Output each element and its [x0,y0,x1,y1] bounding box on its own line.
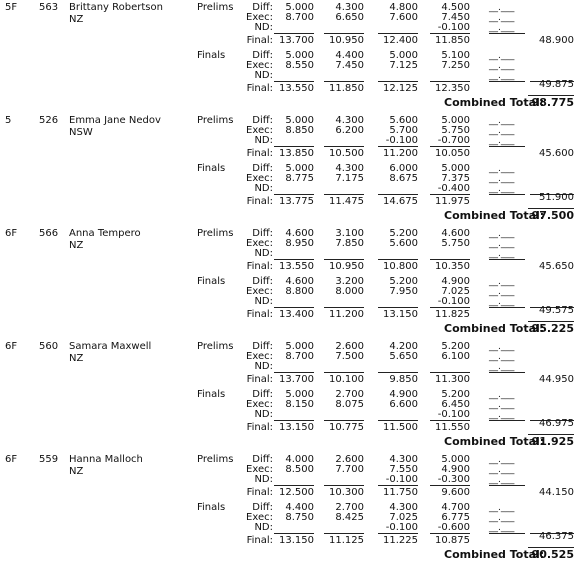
final-score: 10.050 [435,148,470,159]
athlete-name: Anna Tempero [69,228,141,239]
exec-score: 8.700 [285,12,314,23]
exec-score: 5.700 [389,125,418,136]
diff-score: 5.000 [389,50,418,61]
prelims-label: Prelims [197,228,234,239]
final-score: 11.550 [435,422,470,433]
score-underline [430,194,470,195]
exec-score: 8.700 [285,351,314,362]
score-underline [430,81,470,82]
score-underline [324,33,364,34]
final-score: 11.850 [435,35,470,46]
finals-total: 49.575 [539,305,574,316]
blank-field: __.___ [489,455,515,465]
combined-total-label: Combined Total: [444,322,545,335]
combined-total-label: Combined Total: [444,96,545,109]
diff-score: 4.600 [285,276,314,287]
nd-score: -0.100 [437,296,470,307]
blank-field: __.___ [489,61,515,71]
final-score: 10.100 [329,374,364,385]
diff-score: 2.600 [335,454,364,465]
nd-score: -0.400 [437,183,470,194]
athlete-rank: 5 [5,115,12,126]
final-score: 9.850 [389,374,418,385]
score-underline [324,307,364,308]
final-label: Final: [246,148,273,159]
blank-field: __.___ [489,410,515,420]
diff-score: 5.200 [441,389,470,400]
final-score: 11.200 [383,148,418,159]
score-underline [274,259,314,260]
score-underline [430,307,470,308]
blank-field: __.___ [489,164,515,174]
diff-score: 5.200 [389,276,418,287]
nd-score: -0.100 [437,22,470,33]
nd-label: ND: [254,409,273,420]
score-underline [324,194,364,195]
blank-underline [489,485,525,486]
diff-score: 5.200 [389,228,418,239]
diff-score: 5.000 [285,163,314,174]
diff-label: Diff: [252,228,273,239]
blank-field: __.___ [489,523,515,533]
blank-field: __.___ [489,174,515,184]
blank-field: __.___ [489,126,515,136]
score-underline [324,372,364,373]
score-underline [274,194,314,195]
score-underline [274,33,314,34]
final-score: 11.825 [435,309,470,320]
final-score: 10.300 [329,487,364,498]
diff-label: Diff: [252,50,273,61]
blank-field: __.___ [489,390,515,400]
final-score: 11.850 [329,83,364,94]
final-score: 10.950 [329,35,364,46]
diff-score: 3.100 [335,228,364,239]
exec-score: 7.125 [389,60,418,71]
exec-score: 7.950 [389,286,418,297]
score-underline [378,307,418,308]
score-underline [274,307,314,308]
final-score: 11.125 [329,535,364,546]
exec-score: 8.550 [285,60,314,71]
exec-score: 7.250 [441,60,470,71]
diff-score: 4.400 [335,50,364,61]
final-label: Final: [246,83,273,94]
score-underline [430,485,470,486]
diff-score: 2.700 [335,389,364,400]
exec-score: 6.775 [441,512,470,523]
exec-score: 5.750 [441,238,470,249]
athlete-number: 559 [39,454,59,465]
score-underline [378,194,418,195]
exec-label: Exec: [246,512,273,523]
diff-score: 4.600 [285,228,314,239]
exec-score: 5.650 [389,351,418,362]
diff-label: Diff: [252,389,273,400]
score-underline [324,533,364,534]
combined-total-value: 91.925 [531,435,574,448]
final-score: 13.150 [279,535,314,546]
prelims-label: Prelims [197,341,234,352]
final-label: Final: [246,261,273,272]
blank-field: __.___ [489,352,515,362]
nd-label: ND: [254,70,273,81]
diff-score: 4.700 [441,502,470,513]
score-underline [430,33,470,34]
athlete-club: NZ [69,466,84,477]
blank-field: __.___ [489,465,515,475]
final-label: Final: [246,535,273,546]
finals-label: Finals [197,163,226,174]
nd-score: -0.100 [385,135,418,146]
score-underline [378,533,418,534]
finals-total: 51.900 [539,192,574,203]
score-underline [378,259,418,260]
finals-total: 49.875 [539,79,574,90]
exec-label: Exec: [246,173,273,184]
diff-score: 5.000 [441,115,470,126]
diff-label: Diff: [252,502,273,513]
blank-field: __.___ [489,3,515,13]
athlete-name: Samara Maxwell [69,341,152,352]
final-score: 11.200 [329,309,364,320]
final-score: 13.775 [279,196,314,207]
final-label: Final: [246,196,273,207]
final-score: 13.850 [279,148,314,159]
athlete-club: NZ [69,14,84,25]
final-score: 10.350 [435,261,470,272]
exec-score: 4.900 [441,464,470,475]
final-score: 9.600 [441,487,470,498]
final-score: 12.500 [279,487,314,498]
combined-total-value: 95.225 [531,322,574,335]
exec-label: Exec: [246,464,273,475]
exec-score: 8.075 [335,399,364,410]
athlete-rank: 6F [5,341,18,352]
nd-label: ND: [254,522,273,533]
score-underline [378,372,418,373]
athlete-number: 566 [39,228,59,239]
score-underline [324,485,364,486]
blank-field: __.___ [489,51,515,61]
nd-score: -0.100 [385,522,418,533]
diff-label: Diff: [252,454,273,465]
nd-label: ND: [254,135,273,146]
score-underline [274,146,314,147]
blank-field: __.___ [489,184,515,194]
score-underline [378,146,418,147]
final-score: 14.675 [383,196,418,207]
diff-score: 2.700 [335,502,364,513]
blank-underline [489,372,525,373]
combined-total-label: Combined Total: [444,548,545,561]
finals-total: 46.975 [539,418,574,429]
exec-score: 8.675 [389,173,418,184]
diff-score: 5.200 [441,341,470,352]
diff-score: 5.100 [441,50,470,61]
diff-score: 5.000 [285,2,314,13]
exec-score: 8.850 [285,125,314,136]
exec-score: 7.025 [389,512,418,523]
athlete-club: NZ [69,353,84,364]
score-underline [430,420,470,421]
blank-underline [489,33,525,34]
final-score: 13.400 [279,309,314,320]
exec-score: 5.600 [389,238,418,249]
exec-score: 7.450 [441,12,470,23]
athlete-name: Emma Jane Nedov [69,115,161,126]
final-score: 12.125 [383,83,418,94]
nd-label: ND: [254,248,273,259]
score-underline [378,81,418,82]
blank-field: __.___ [489,249,515,259]
exec-score: 5.750 [441,125,470,136]
nd-score: -0.700 [437,135,470,146]
nd-label: ND: [254,296,273,307]
exec-score: 6.100 [441,351,470,362]
blank-underline [489,259,525,260]
final-score: 13.700 [279,35,314,46]
exec-label: Exec: [246,125,273,136]
blank-field: __.___ [489,503,515,513]
score-underline [274,420,314,421]
finals-total: 46.375 [539,531,574,542]
exec-score: 7.550 [389,464,418,475]
combined-total-value: 90.525 [531,548,574,561]
final-label: Final: [246,309,273,320]
prelims-total: 44.150 [539,487,574,498]
exec-score: 8.800 [285,286,314,297]
blank-field: __.___ [489,23,515,33]
exec-score: 7.450 [335,60,364,71]
exec-score: 8.150 [285,399,314,410]
exec-score: 7.500 [335,351,364,362]
score-underline [378,485,418,486]
blank-field: __.___ [489,13,515,23]
diff-score: 4.900 [441,276,470,287]
diff-score: 5.000 [285,50,314,61]
diff-score: 4.300 [335,115,364,126]
diff-label: Diff: [252,163,273,174]
exec-label: Exec: [246,12,273,23]
nd-score: -0.300 [437,474,470,485]
diff-score: 5.000 [441,163,470,174]
prelims-label: Prelims [197,2,234,13]
final-score: 13.550 [279,261,314,272]
diff-score: 5.600 [389,115,418,126]
blank-field: __.___ [489,116,515,126]
score-underline [430,533,470,534]
exec-label: Exec: [246,351,273,362]
score-underline [378,420,418,421]
score-underline [324,146,364,147]
exec-score: 8.000 [335,286,364,297]
prelims-total: 45.650 [539,261,574,272]
exec-score: 8.950 [285,238,314,249]
final-score: 10.950 [329,261,364,272]
diff-score: 4.300 [335,2,364,13]
final-label: Final: [246,374,273,385]
blank-field: __.___ [489,513,515,523]
final-score: 11.300 [435,374,470,385]
exec-score: 7.700 [335,464,364,475]
blank-field: __.___ [489,136,515,146]
diff-score: 4.500 [441,2,470,13]
prelims-total: 44.950 [539,374,574,385]
diff-score: 5.000 [285,115,314,126]
diff-label: Diff: [252,115,273,126]
final-label: Final: [246,487,273,498]
final-score: 13.150 [279,422,314,433]
score-underline [324,420,364,421]
diff-score: 4.300 [389,454,418,465]
athlete-name: Hanna Malloch [69,454,143,465]
exec-score: 6.650 [335,12,364,23]
final-label: Final: [246,35,273,46]
blank-field: __.___ [489,475,515,485]
blank-field: __.___ [489,342,515,352]
athlete-number: 560 [39,341,59,352]
final-score: 11.225 [383,535,418,546]
diff-score: 4.300 [389,502,418,513]
prelims-label: Prelims [197,454,234,465]
athlete-club: NZ [69,240,84,251]
final-score: 10.500 [329,148,364,159]
blank-field: __.___ [489,277,515,287]
diff-label: Diff: [252,341,273,352]
exec-score: 6.200 [335,125,364,136]
final-score: 11.975 [435,196,470,207]
exec-label: Exec: [246,399,273,410]
prelims-label: Prelims [197,115,234,126]
score-underline [430,259,470,260]
nd-label: ND: [254,22,273,33]
diff-label: Diff: [252,276,273,287]
blank-field: __.___ [489,239,515,249]
diff-score: 4.000 [285,454,314,465]
athlete-rank: 6F [5,228,18,239]
diff-label: Diff: [252,2,273,13]
exec-score: 7.025 [441,286,470,297]
blank-field: __.___ [489,297,515,307]
nd-score: -0.600 [437,522,470,533]
nd-label: ND: [254,474,273,485]
nd-label: ND: [254,183,273,194]
diff-score: 4.400 [285,502,314,513]
score-underline [274,81,314,82]
diff-score: 5.000 [285,389,314,400]
combined-total-label: Combined Total: [444,435,545,448]
final-score: 11.750 [383,487,418,498]
combined-total-value: 98.775 [531,96,574,109]
diff-score: 6.000 [389,163,418,174]
final-score: 10.875 [435,535,470,546]
athlete-club: NSW [69,127,93,138]
blank-underline [489,146,525,147]
diff-score: 4.800 [389,2,418,13]
prelims-total: 45.600 [539,148,574,159]
combined-total-value: 97.500 [531,209,574,222]
exec-score: 8.775 [285,173,314,184]
exec-score: 8.500 [285,464,314,475]
combined-total-label: Combined Total: [444,209,545,222]
diff-score: 4.200 [389,341,418,352]
score-underline [324,259,364,260]
finals-label: Finals [197,502,226,513]
nd-score: -0.100 [437,409,470,420]
prelims-total: 48.900 [539,35,574,46]
final-score: 13.550 [279,83,314,94]
diff-score: 4.600 [441,228,470,239]
diff-score: 5.000 [285,341,314,352]
final-score: 11.500 [383,422,418,433]
final-label: Final: [246,422,273,433]
final-score: 13.150 [383,309,418,320]
exec-score: 8.750 [285,512,314,523]
score-underline [430,146,470,147]
diff-score: 2.600 [335,341,364,352]
nd-label: ND: [254,361,273,372]
athlete-number: 563 [39,2,59,13]
diff-score: 3.200 [335,276,364,287]
score-underline [274,485,314,486]
final-score: 12.400 [383,35,418,46]
final-score: 10.800 [383,261,418,272]
blank-field: __.___ [489,362,515,372]
blank-field: __.___ [489,229,515,239]
exec-label: Exec: [246,238,273,249]
diff-score: 5.000 [441,454,470,465]
exec-label: Exec: [246,60,273,71]
exec-score: 6.450 [441,399,470,410]
finals-label: Finals [197,50,226,61]
exec-score: 6.600 [389,399,418,410]
athlete-rank: 5F [5,2,18,13]
finals-label: Finals [197,276,226,287]
blank-field: __.___ [489,71,515,81]
diff-score: 4.900 [389,389,418,400]
final-score: 11.475 [329,196,364,207]
athlete-name: Brittany Robertson [69,2,163,13]
exec-score: 8.425 [335,512,364,523]
exec-score: 7.375 [441,173,470,184]
nd-score: -0.100 [385,474,418,485]
score-underline [324,81,364,82]
athlete-rank: 6F [5,454,18,465]
score-underline [274,372,314,373]
exec-label: Exec: [246,286,273,297]
diff-score: 4.300 [335,163,364,174]
athlete-number: 526 [39,115,59,126]
exec-score: 7.850 [335,238,364,249]
score-underline [378,33,418,34]
score-underline [430,372,470,373]
blank-field: __.___ [489,400,515,410]
exec-score: 7.600 [389,12,418,23]
exec-score: 7.175 [335,173,364,184]
final-score: 12.350 [435,83,470,94]
finals-label: Finals [197,389,226,400]
final-score: 10.775 [329,422,364,433]
blank-field: __.___ [489,287,515,297]
final-score: 13.700 [279,374,314,385]
score-underline [274,533,314,534]
